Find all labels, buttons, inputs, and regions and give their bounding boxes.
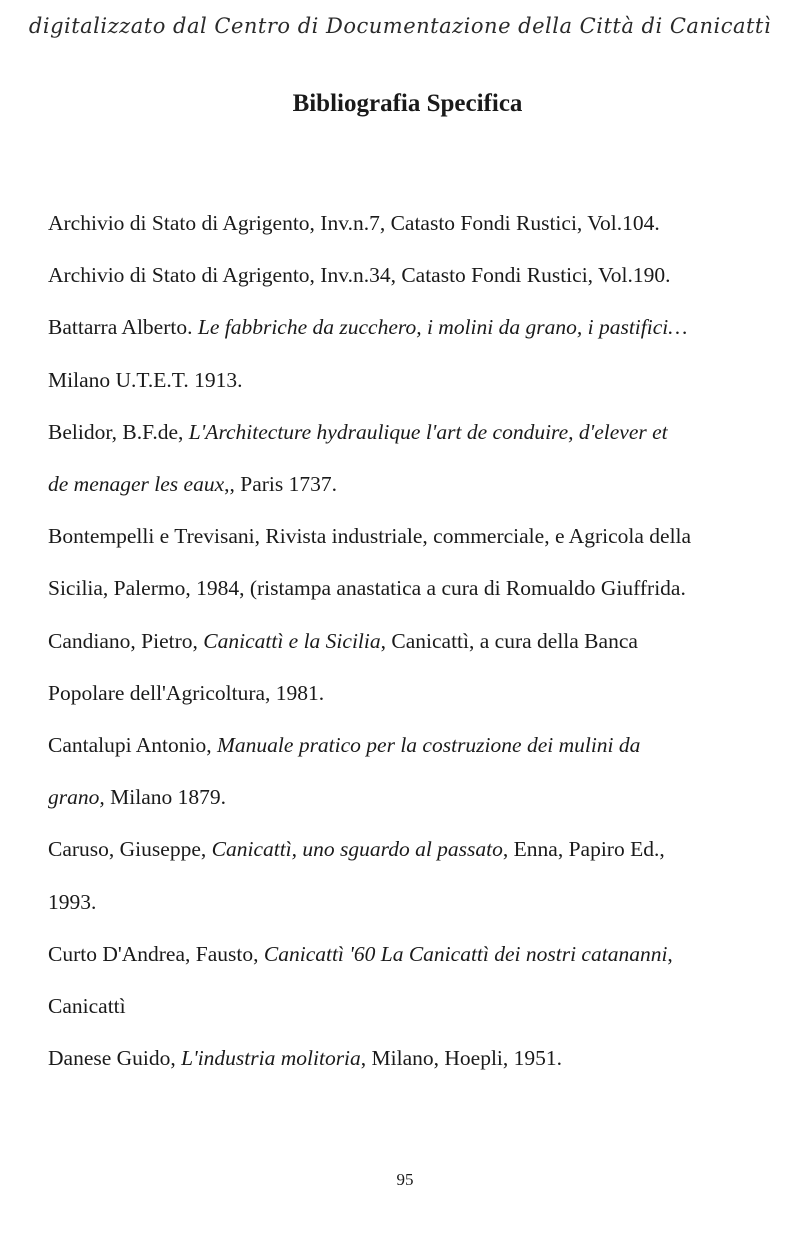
citation-text: Sicilia, Palermo, 1984, (ristampa anastatica a cura di Romualdo Giuffrida. xyxy=(48,576,686,600)
watermark: digitalizzato dal Centro di Documentazione della Città di Canicattì xyxy=(28,14,772,38)
bibliography-line xyxy=(48,317,687,339)
citation-text: Belidor, B.F.de, xyxy=(48,420,189,444)
citation-text: Danese Guido, xyxy=(48,1046,182,1070)
citation-text: , Canicattì, a cura della Banca xyxy=(380,629,638,653)
bibliography-line xyxy=(48,683,324,705)
citation-text: Archivio di Stato di Agrigento, Inv.n.7, Catasto Fondi Rustici, Vol.104. xyxy=(48,211,660,235)
bibliography-line xyxy=(48,839,665,861)
italic-title-text: L'Architecture hydraulique l'art de conduire, d'elever et xyxy=(188,420,668,444)
citation-text: Milano 1879. xyxy=(104,785,226,809)
bibliography-line xyxy=(48,370,242,392)
bibliography-line xyxy=(48,213,660,235)
page-number: 95 xyxy=(396,1170,414,1189)
citation-text: Caruso, Giuseppe, xyxy=(48,837,212,861)
citation-text: , Enna, Papiro Ed., xyxy=(502,837,665,861)
bibliography-line xyxy=(48,578,686,600)
citation-text: Candiano, Pietro, xyxy=(48,629,204,653)
italic-title-text: Le fabbriche da zucchero, i molini da grano, i pastifici… xyxy=(197,315,688,339)
citation-text: , Milano, Hoepli, 1951. xyxy=(360,1046,563,1070)
citation-text: Popolare dell'Agricoltura, 1981. xyxy=(48,681,325,705)
citation-text: Battarra Alberto. xyxy=(48,315,198,339)
bibliography-line xyxy=(48,265,671,287)
italic-title-text: Canicattì '60 La Canicattì dei nostri catananni xyxy=(263,942,668,966)
citation-text: Cantalupi Antonio, xyxy=(48,733,218,757)
bibliography-line xyxy=(48,631,638,653)
citation-text: , xyxy=(667,942,673,966)
citation-text: Milano U.T.E.T. 1913. xyxy=(48,368,243,392)
bibliography-line xyxy=(48,787,226,809)
citation-text: Archivio di Stato di Agrigento, Inv.n.34, Catasto Fondi Rustici, Vol.190. xyxy=(48,263,671,287)
citation-text: Curto D'Andrea, Fausto, xyxy=(48,942,264,966)
citation-text: Bontempelli e Trevisani, Rivista industriale, commerciale, e Agricola della xyxy=(48,524,692,548)
page-title: Bibliografia Specifica xyxy=(292,90,523,117)
citation-text: ,, Paris 1737. xyxy=(224,472,337,496)
bibliography-line xyxy=(48,526,691,548)
citation-text: 1993. xyxy=(48,890,97,914)
citation-text: Canicattì xyxy=(48,994,126,1018)
bibliography-line xyxy=(48,474,337,496)
bibliography-line xyxy=(48,996,126,1018)
bibliography-line xyxy=(48,1048,562,1070)
italic-title-text: de menager les eaux xyxy=(48,472,225,496)
italic-title-text: grano, xyxy=(48,785,105,809)
italic-title-text: L'industria molitoria xyxy=(181,1046,361,1070)
italic-title-text: Canicattì e la Sicilia xyxy=(203,629,381,653)
bibliography-line xyxy=(48,735,640,757)
bibliography-line xyxy=(48,422,668,444)
bibliography-line xyxy=(48,944,673,966)
italic-title-text: Manuale pratico per la costruzione dei mulini da xyxy=(217,733,641,757)
bibliography-line xyxy=(48,892,96,914)
italic-title-text: Canicattì, uno sguardo al passato xyxy=(211,837,503,861)
